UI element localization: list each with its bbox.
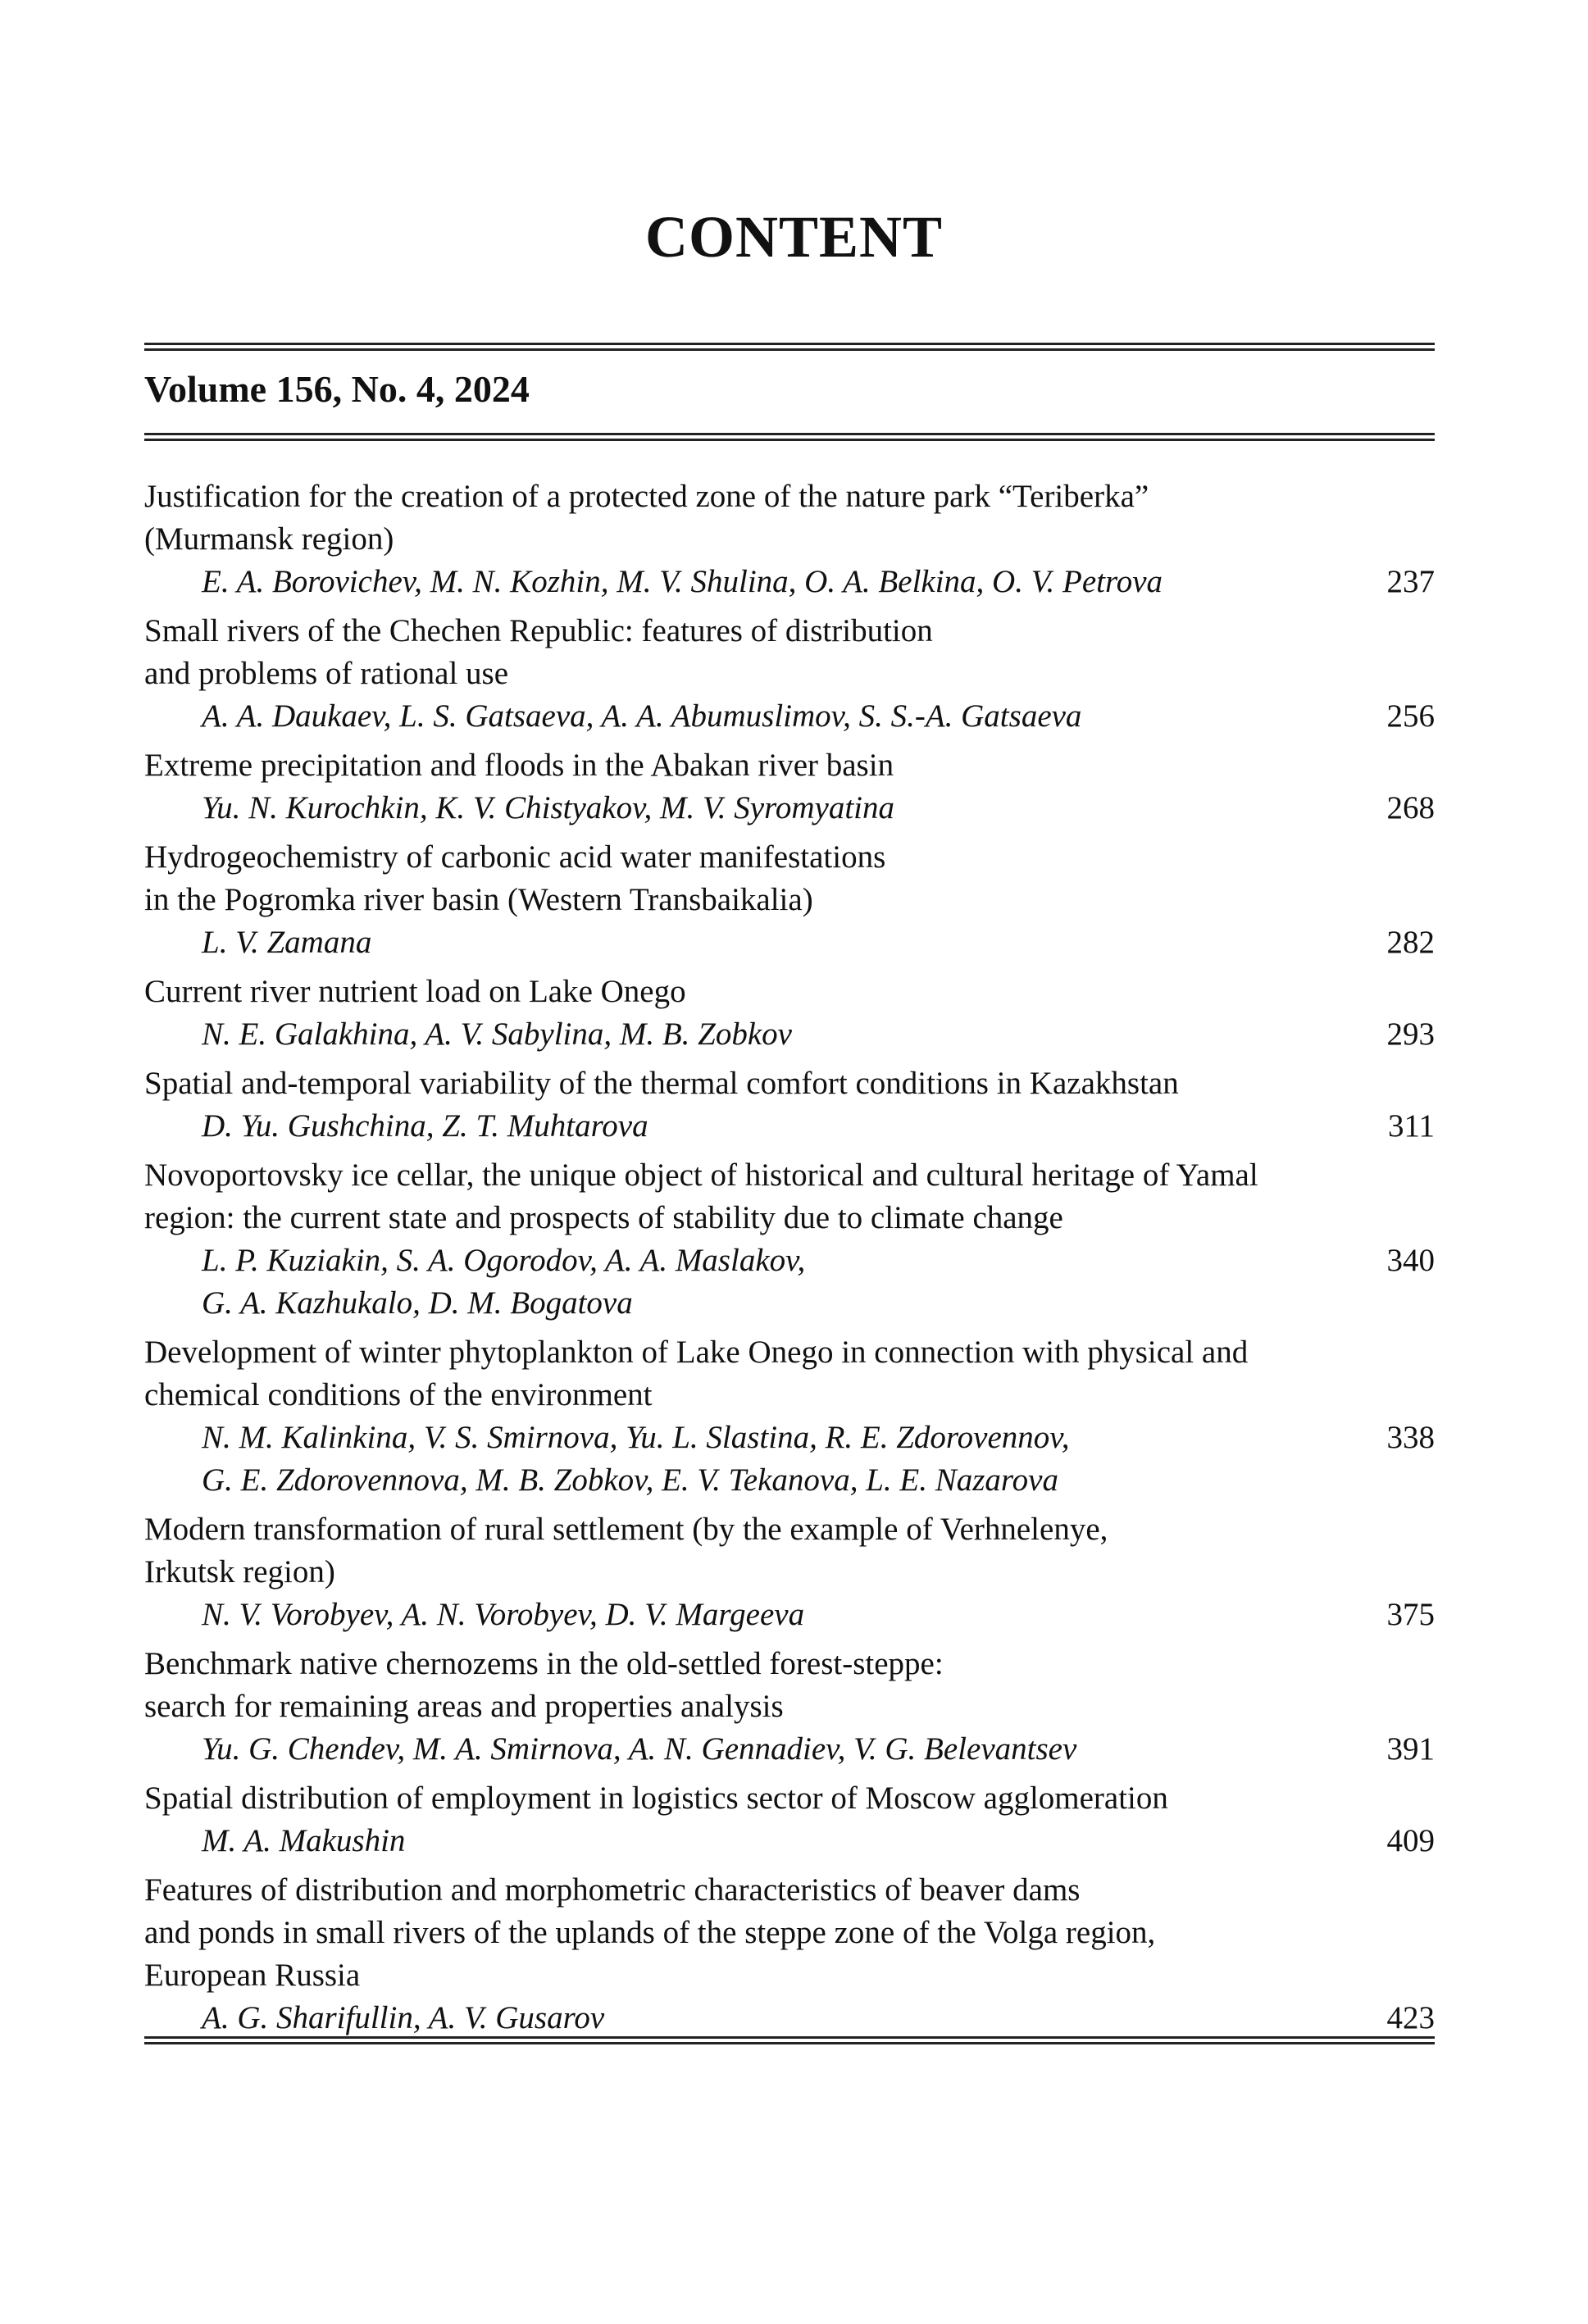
page-number[interactable]: 340	[1386, 1243, 1435, 1278]
author-row	[144, 695, 1435, 738]
authors	[144, 1728, 1076, 1771]
article-title-line: Benchmark native chernozems in the old-settled forest-steppe:	[144, 1646, 944, 1681]
article-title-line: Spatial distribution of employment in logistics sector of Moscow agglomeration	[144, 1781, 1168, 1816]
issue-divider	[144, 433, 1435, 441]
page-number[interactable]: 375	[1386, 1597, 1435, 1632]
article-title-line: European Russia	[144, 1958, 361, 1993]
author-row	[144, 1820, 1435, 1862]
page-title: CONTENT	[644, 204, 944, 270]
author-row	[144, 1594, 1435, 1636]
authors	[144, 787, 894, 830]
author-line: G. A. Kazhukalo, D. M. Bogatova	[202, 1285, 633, 1321]
page-number[interactable]: 268	[1386, 790, 1435, 825]
article-title-line: Spatial and-temporal variability of the thermal comfort conditions in Kazakhstan	[144, 1066, 1179, 1101]
author-row	[144, 1239, 1435, 1325]
toc-entry[interactable]	[144, 1154, 1435, 1325]
page-number[interactable]: 256	[1386, 698, 1435, 734]
page-number[interactable]: 311	[1387, 1108, 1435, 1144]
page-number[interactable]: 282	[1386, 925, 1435, 960]
bottom-divider	[144, 2036, 1435, 2044]
top-divider	[144, 343, 1435, 351]
article-title-line: chemical conditions of the environment	[144, 1377, 653, 1412]
author-row	[144, 1728, 1435, 1771]
article-title-line: search for remaining areas and properties analysis	[144, 1689, 784, 1724]
author-row	[144, 787, 1435, 830]
article-title-line: Features of distribution and morphometric characteristics of beaver dams	[144, 1872, 1081, 1908]
article-title-line: and ponds in small rivers of the uplands of the steppe zone of the Volga region,	[144, 1915, 1156, 1950]
toc-entry[interactable]	[144, 836, 1435, 964]
toc-entry[interactable]	[144, 1508, 1435, 1636]
toc-entry[interactable]	[144, 1331, 1435, 1502]
author-line: Yu. G. Chendev, M. A. Smirnova, A. N. Gennadiev, V. G. Belevantsev	[202, 1731, 1077, 1767]
author-row	[144, 1417, 1435, 1502]
article-title-line: Hydrogeochemistry of carbonic acid water manifestations	[144, 839, 886, 875]
authors	[144, 1594, 804, 1636]
authors	[144, 1997, 604, 2040]
authors	[144, 1105, 648, 1148]
author-line: E. A. Borovichev, M. N. Kozhin, M. V. Shulina, O. A. Belkina, O. V. Petrova	[202, 564, 1163, 599]
article-title-line: Irkutsk region)	[144, 1554, 335, 1590]
issue-heading: Volume 156, No. 4, 2024	[144, 368, 530, 410]
article-title-line: Justification for the creation of a protected zone of the nature park “Teriberka”	[144, 479, 1149, 514]
page-number[interactable]: 293	[1386, 1016, 1435, 1052]
article-title-line: Current river nutrient load on Lake Onego	[144, 974, 686, 1009]
author-line: A. G. Sharifullin, A. V. Gusarov	[202, 2000, 605, 2035]
author-row	[144, 1013, 1435, 1056]
toc-entry[interactable]	[144, 1643, 1435, 1771]
page-number[interactable]: 409	[1386, 1823, 1435, 1858]
toc-entry[interactable]	[144, 610, 1435, 738]
toc-entry[interactable]	[144, 744, 1435, 830]
authors	[144, 1417, 1069, 1502]
article-title-line: (Murmansk region)	[144, 521, 394, 557]
author-line: N. M. Kalinkina, V. S. Smirnova, Yu. L. Slastina, R. E. Zdorovennov,	[202, 1420, 1070, 1455]
author-line: L. P. Kuziakin, S. A. Ogorodov, A. A. Maslakov,	[202, 1243, 806, 1278]
toc-entry[interactable]	[144, 475, 1435, 603]
article-title-line: Small rivers of the Chechen Republic: features of distribution	[144, 613, 933, 648]
article-title-line: Extreme precipitation and floods in the Abakan river basin	[144, 748, 894, 783]
authors	[144, 921, 371, 964]
page-number[interactable]: 237	[1386, 564, 1435, 599]
toc-entry[interactable]	[144, 1062, 1435, 1148]
author-row	[144, 1105, 1435, 1148]
authors	[144, 1820, 405, 1862]
page-number[interactable]: 423	[1386, 2000, 1435, 2035]
authors	[144, 1013, 792, 1056]
author-line: Yu. N. Kurochkin, K. V. Chistyakov, M. V. Syromyatina	[202, 790, 894, 825]
author-row	[144, 561, 1435, 603]
table-of-contents	[144, 475, 1435, 2046]
author-line: N. V. Vorobyev, A. N. Vorobyev, D. V. Margeeva	[202, 1597, 805, 1632]
author-line: N. E. Galakhina, A. V. Sabylina, M. B. Zobkov	[202, 1016, 792, 1052]
page-number[interactable]: 391	[1386, 1731, 1435, 1767]
author-line: M. A. Makushin	[202, 1823, 406, 1858]
author-line: L. V. Zamana	[202, 925, 372, 960]
article-title-line: Novoportovsky ice cellar, the unique object of historical and cultural heritage of Yamal	[144, 1157, 1258, 1193]
authors	[144, 695, 1081, 738]
authors	[144, 561, 1163, 603]
toc-entry[interactable]	[144, 1869, 1435, 2040]
author-row	[144, 1997, 1435, 2040]
article-title-line: region: the current state and prospects of stability due to climate change	[144, 1200, 1063, 1235]
article-title-line: Development of winter phytoplankton of Lake Onego in connection with physical and	[144, 1335, 1249, 1370]
article-title-line: Modern transformation of rural settlement (by the example of Verhnelenye,	[144, 1512, 1108, 1547]
toc-entry[interactable]	[144, 1777, 1435, 1862]
author-line: G. E. Zdorovennova, M. B. Zobkov, E. V. Tekanova, L. E. Nazarova	[202, 1462, 1058, 1498]
article-title-line: in the Pogromka river basin (Western Transbaikalia)	[144, 882, 813, 917]
author-line: D. Yu. Gushchina, Z. T. Muhtarova	[202, 1108, 648, 1144]
author-row	[144, 921, 1435, 964]
toc-entry[interactable]	[144, 971, 1435, 1056]
authors	[144, 1239, 805, 1325]
author-line: A. A. Daukaev, L. S. Gatsaeva, A. A. Abumuslimov, S. S.-A. Gatsaeva	[202, 698, 1082, 734]
page-number[interactable]: 338	[1386, 1420, 1435, 1455]
article-title-line: and problems of rational use	[144, 656, 509, 691]
